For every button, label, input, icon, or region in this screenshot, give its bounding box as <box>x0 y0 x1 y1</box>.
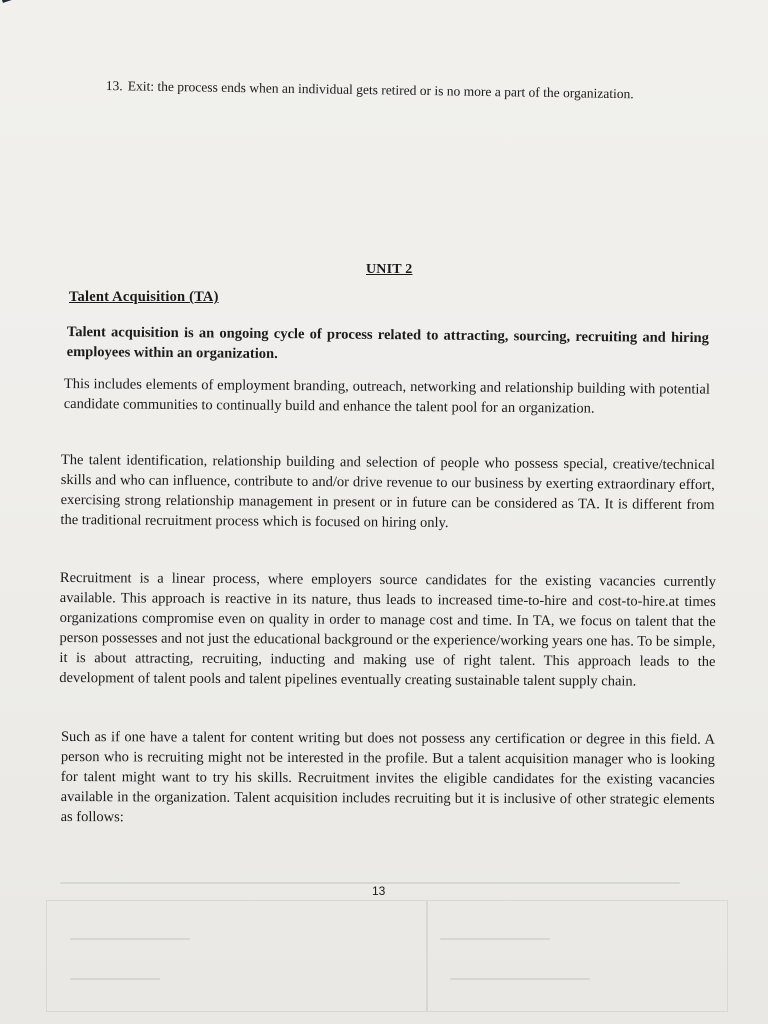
body-paragraph: Such as if one have a talent for content writing but does not possess any certification or degree in this field. A person who is recruiting might not be interested in the profile. But a talent acquisition manager who is looking for talent might want to try his skills. Recruitment invites the eligible candidates for the existing vacancies available in the organization. Talent acquisition includes recruiting but it is inclusive of other strategic elements as follows: <box>60 729 715 826</box>
list-item-number: 13. <box>105 77 123 94</box>
corner-pen-mark <box>2 0 22 9</box>
body-paragraph: This includes elements of employment branding, outreach, networking and relationship building with potential candidate communities to continually build and enhance the talent pool for an organization. <box>63 375 710 417</box>
unit-heading: UNIT 2 <box>366 262 413 277</box>
list-item-text: Exit: the process ends when an individual gets retired or is no more a part of the organization. <box>127 78 634 102</box>
definition-paragraph: Talent acquisition is an ongoing cycle of process related to attracting, sourcing, recruiting and hiring employees within an organization. <box>66 323 709 363</box>
section-title: Talent Acquisition (TA) <box>69 289 219 305</box>
body-paragraph: The talent identification, relationship building and selection of people who possess special, creative/technical skills and who can influence, contribute to and/or drive revenue to our business by exerting extraordinary effort, exercising strong relationship management in present or in future can be considered as TA. It is different from the traditional recruitment process which is focused on hiring only. <box>60 451 715 532</box>
list-item-exit <box>106 76 716 105</box>
page-number: 13 <box>372 884 386 898</box>
body-paragraph: Recruitment is a linear process, where employers source candidates for the existing vacancies currently available. This approach is reactive in its nature, thus leads to increased time-to-hire and cost-to-hire.at times organizations compromise even on quality in order to manage cost and time. In TA, we focus on talent that the person possesses and not just the educational background or the experience/working years one has. To be simple, it is about attracting, recruiting, inducting and making use of right talent. This approach leads to the development of talent pools and talent pipelines eventually creating sustainable talent supply chain. <box>59 569 716 690</box>
